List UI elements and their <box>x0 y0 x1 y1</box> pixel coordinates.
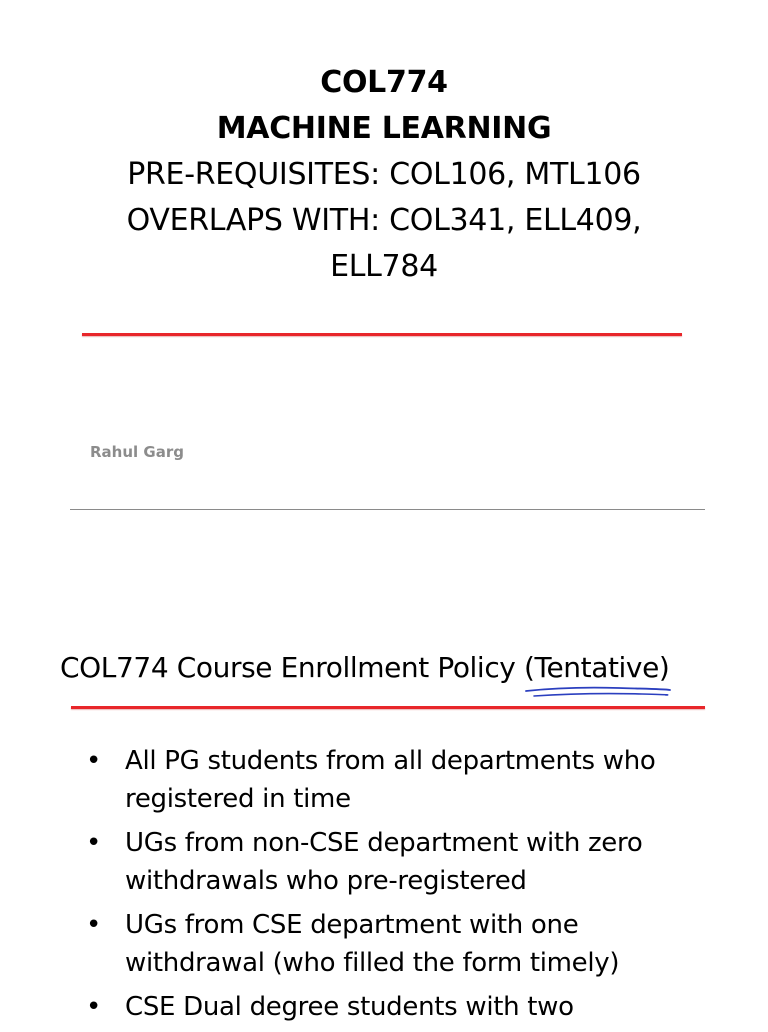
slide2-title <box>60 651 669 684</box>
bullet-line: registered in time <box>125 784 351 814</box>
bullet-line: UGs from non-CSE department with zero <box>125 828 643 858</box>
list-item <box>86 988 706 1026</box>
course-name: MACHINE LEARNING <box>216 111 552 146</box>
prerequisites-line: PRE-REQUISITES: COL106, MTL106 <box>127 157 641 192</box>
bullet-line: UGs from CSE department with one <box>125 910 579 940</box>
tentative-label: (Tentative) <box>523 651 670 684</box>
bullet-line: CSE Dual degree students with two <box>125 992 574 1022</box>
bullet-line: withdrawal (who filled the form timely) <box>125 948 620 978</box>
bullet-icon: • <box>86 746 102 776</box>
course-code: COL774 <box>320 65 448 100</box>
bullet-icon: • <box>86 828 102 858</box>
slide-divider <box>70 509 705 510</box>
handwritten-underline-annotation <box>524 685 674 699</box>
title-underline-rule <box>82 333 682 336</box>
list-item <box>86 824 706 900</box>
policy-bullet-list <box>86 742 706 1032</box>
overlaps-line-2: ELL784 <box>330 249 438 284</box>
tentative-label-wrapper <box>524 651 669 684</box>
author-name: Rahul Garg <box>90 443 184 461</box>
bullet-icon: • <box>86 910 102 940</box>
title-block <box>40 60 728 290</box>
title-slide <box>0 0 768 512</box>
list-item <box>86 742 706 818</box>
slide2-title-main: COL774 Course Enrollment Policy <box>60 651 524 684</box>
bullet-line: All PG students from all departments who <box>125 746 656 776</box>
slide2-title-rule <box>71 706 705 709</box>
overlaps-line-1: OVERLAPS WITH: COL341, ELL409, <box>126 203 642 238</box>
bullet-icon: • <box>86 992 102 1022</box>
list-item <box>86 906 706 982</box>
bullet-line: withdrawals who pre-registered <box>125 866 527 896</box>
